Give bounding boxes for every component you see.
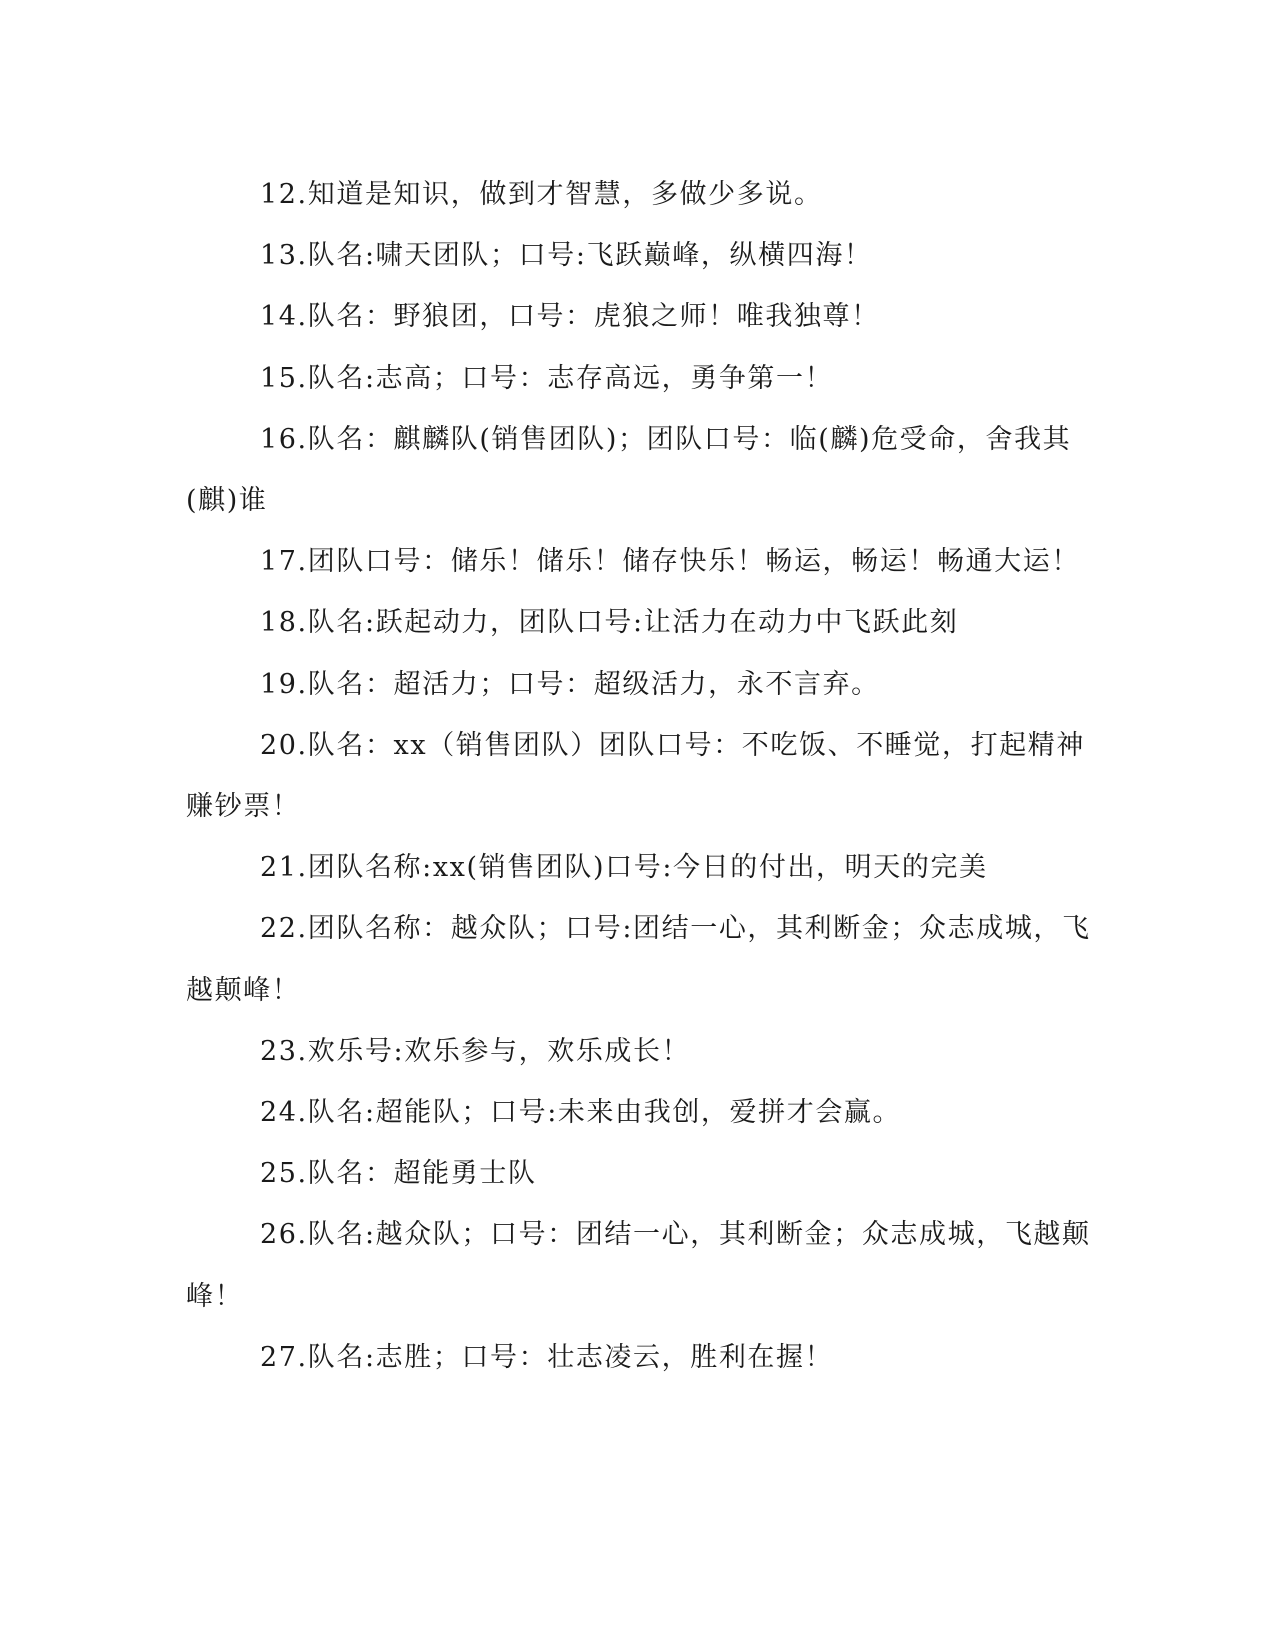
paragraph-25: 25.队名：超能勇士队	[260, 1158, 537, 1190]
paragraph-15: 15.队名:志高；口号：志存高远，勇争第一！	[260, 362, 834, 394]
paragraph-18: 18.队名:跃起动力，团队口号:让活力在动力中飞跃此刻	[260, 607, 959, 639]
paragraph-17: 17.团队口号：储乐！储乐！储存快乐！畅运，畅运！畅通大运！	[260, 546, 1080, 578]
document-body	[186, 164, 1091, 1388]
paragraph-12: 12.知道是知识，做到才智慧，多做少多说。	[260, 179, 823, 210]
paragraph-26: 26.队名:越众队；口号：团结一心，其利断金；众志成城，飞越颠峰！	[186, 1219, 1091, 1312]
paragraph-24: 24.队名:超能队；口号:未来由我创，爱拼才会赢。	[260, 1097, 902, 1129]
paragraph-22: 22.团队名称：越众队；口号:团结一心，其利断金；众志成城，飞越颠峰！	[186, 913, 1091, 1006]
paragraph-21: 21.团队名称:xx(销售团队)口号:今日的付出，明天的完美	[260, 852, 988, 884]
paragraph-23: 23.欢乐号:欢乐参与，欢乐成长！	[260, 1035, 691, 1067]
paragraph-16: 16.队名：麒麟队(销售团队)；团队口号：临(麟)危受命，舍我其(麒)谁	[186, 423, 1072, 517]
paragraph-13: 13.队名:啸天团队；口号:飞跃巅峰，纵横四海！	[260, 240, 873, 272]
paragraph-20: 20.队名：xx（销售团队）团队口号：不吃饭、不睡觉，打起精神赚钞票！	[186, 729, 1085, 823]
paragraph-27: 27.队名:志胜；口号：壮志凌云，胜利在握！	[260, 1341, 834, 1373]
paragraph-19: 19.队名：超活力；口号：超级活力，永不言弃。	[260, 668, 880, 700]
paragraph-14: 14.队名：野狼团，口号：虎狼之师！唯我独尊！	[260, 301, 880, 333]
